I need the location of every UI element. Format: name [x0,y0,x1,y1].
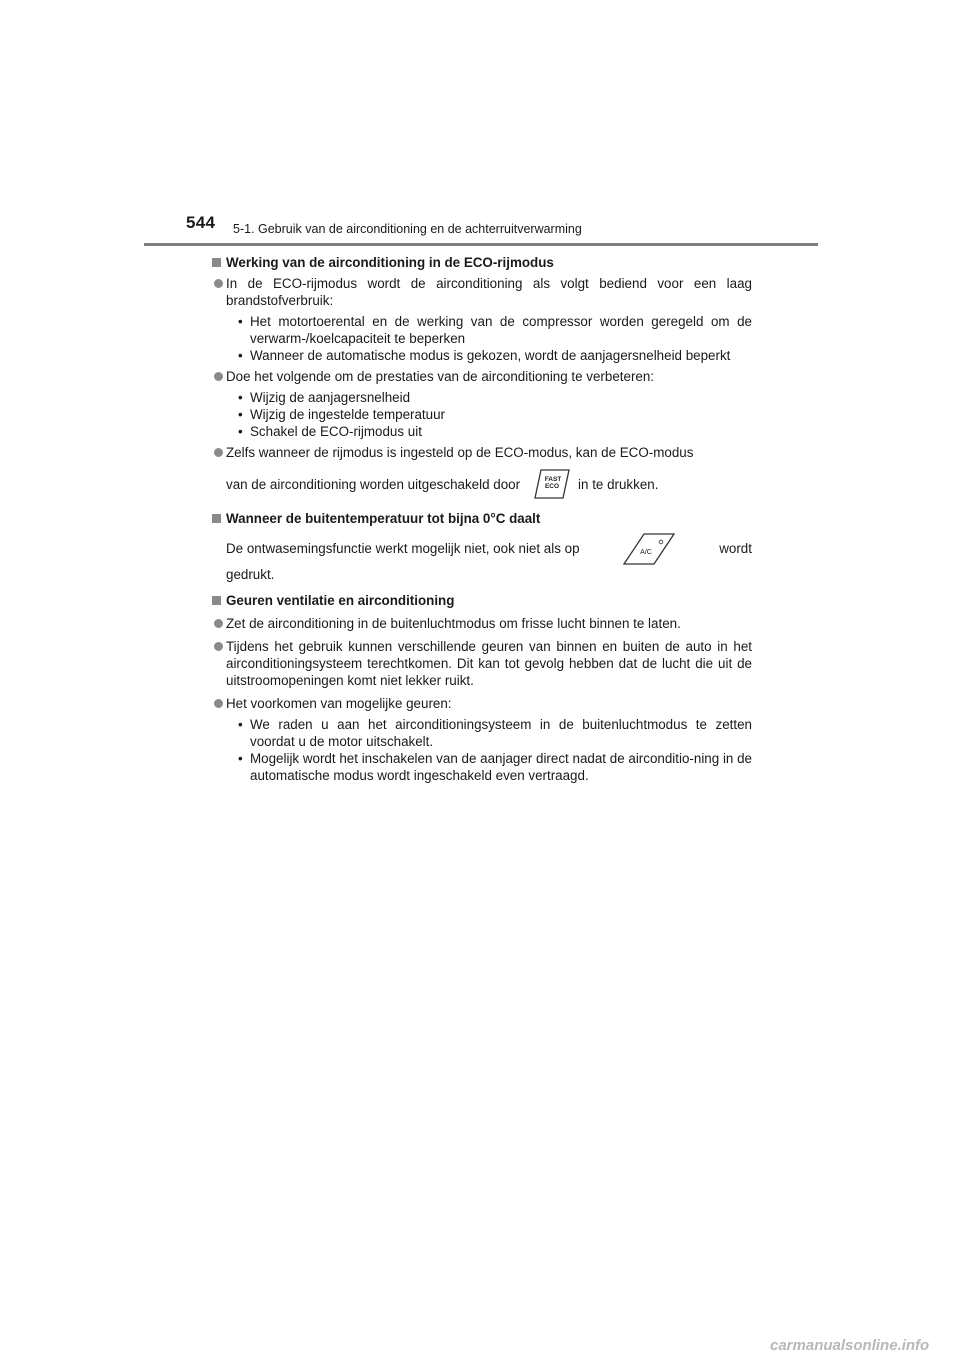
sub-list-item: • Schakel de ECO-rijmodus uit [238,423,752,440]
section-heading: Werking van de airconditioning in de ECO-rijmodus [212,254,752,271]
ac-button-icon [620,530,678,566]
watermark: carmanualsonline.info [770,1337,930,1354]
bullet-item: In de ECO-rijmodus wordt de airconditioning als volgt bediend voor een laag brandstofverbruik: [212,275,752,309]
text-after-icon: in te drukken. [578,476,659,492]
sub-list [238,716,752,784]
page-content [212,254,752,784]
text-before-icon: van de airconditioning worden uitgeschakeld door [226,476,521,492]
sub-list [238,389,752,440]
sub-list [238,313,752,364]
section-heading: Geuren ventilatie en airconditioning [212,592,752,609]
ac-icon-label: A/C [640,549,653,556]
bullet-item: Zet de airconditioning in de buitenluchtmodus om frisse lucht binnen te laten. [212,615,752,632]
bullet-item: Zelfs wanneer de rijmodus is ingesteld op de ECO-modus, kan de ECO-modus [212,444,752,461]
section-heading: Wanneer de buitentemperatuur tot bijna 0°C daalt [212,510,752,527]
bullet-item: Doe het volgende om de prestaties van de airconditioning te verbeteren: [212,368,752,385]
page-number: 544 [186,213,216,232]
sub-list-item: • Het motortoerental en de werking van de compressor worden geregeld om de verwarm-/koelcapaciteit te beperken [238,313,752,347]
paragraph-end: gedrukt. [226,567,275,582]
bullet-item: Het voorkomen van mogelijke geuren: [212,695,752,712]
fast-eco-button-icon [526,467,572,501]
text-before-icon: De ontwasemingsfunctie werkt mogelijk niet, ook niet als op [226,540,580,556]
section-odors [212,592,752,784]
sub-list-item: • We raden u aan het airconditioningsysteem in de buitenluchtmodus te zetten voordat u de motor uitschakelt. [238,716,752,750]
sub-list-item: • Wijzig de aanjagersnelheid [238,389,752,406]
chapter-title: 5-1. Gebruik van de airconditioning en de achterruitverwarming [233,222,582,236]
bullet-item: Tijdens het gebruik kunnen verschillende geuren van binnen en buiten de auto in het airconditioningsysteem terechtkomen. Dit kan tot gevolg hebben dat de lucht die uit de uitstroomopeningen komt niet lekker ruikt. [212,638,752,689]
sub-list-item: • Wijzig de ingestelde temperatuur [238,406,752,423]
paragraph-with-icon [212,530,752,566]
section-eco [212,254,752,501]
sub-list-item: • Wanneer de automatische modus is gekozen, wordt de aanjagersnelheid beperkt [238,347,752,364]
section-cold [212,510,752,583]
header-divider [144,243,818,246]
bullet-continuation [212,467,752,501]
text-after-icon: wordt [719,540,752,556]
sub-list-item: • Mogelijk wordt het inschakelen van de aanjager direct nadat de airconditio-ning in de automatische modus wordt ingeschakeld even vertraagd. [238,750,752,784]
fast-eco-icon-label: FAST [544,476,562,483]
fast-eco-icon-label: ECO [545,483,560,490]
